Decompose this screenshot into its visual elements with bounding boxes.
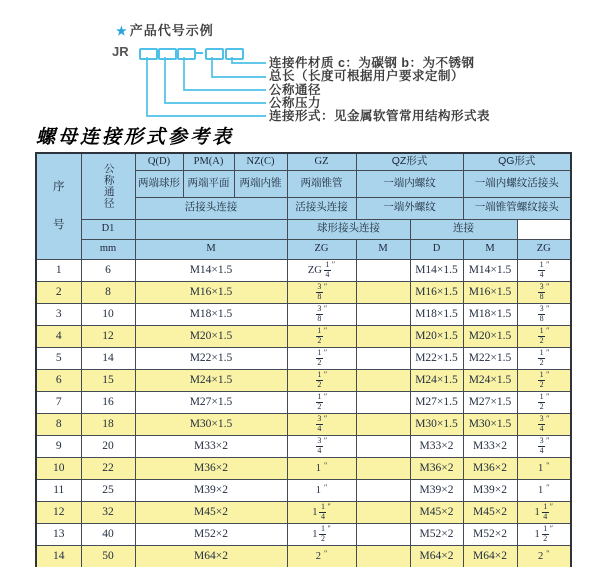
code-prefix-label: JR: [112, 44, 129, 59]
cell-qg-m: M64×2: [463, 545, 517, 567]
cell-qg-zg: $\frac{3}{4}$ ″: [517, 413, 571, 435]
cell-m-thread: M52×2: [135, 523, 287, 545]
code-box: [177, 48, 196, 60]
cell-qz-d: M39×2: [410, 479, 463, 501]
table-row: [36, 347, 571, 369]
table-row: [36, 457, 571, 479]
cell-m-thread: M36×2: [135, 457, 287, 479]
header-qg-m: M: [463, 239, 517, 259]
cell-qg-m: M30×1.5: [463, 413, 517, 435]
cell-qz-m: [356, 281, 410, 303]
cell-dn-mm: 22: [81, 457, 135, 479]
cell-m-thread: M16×1.5: [135, 281, 287, 303]
cell-m-thread: M20×1.5: [135, 325, 287, 347]
cell-m-thread: M45×2: [135, 501, 287, 523]
cell-gz-zg: ZG $\frac{1}{4}$ ″: [287, 259, 356, 281]
header-d1: D1: [81, 219, 135, 239]
cell-dn-mm: 6: [81, 259, 135, 281]
cell-dn-mm: 12: [81, 325, 135, 347]
cell-dn-mm: 20: [81, 435, 135, 457]
cell-gz-zg: 1 ″: [287, 479, 356, 501]
table-row: [36, 303, 571, 325]
cell-m-thread: M14×1.5: [135, 259, 287, 281]
header-qg-zg: ZG: [517, 239, 571, 259]
cell-m-thread: M30×1.5: [135, 413, 287, 435]
header-m: M: [135, 239, 287, 259]
cell-qz-m: [356, 435, 410, 457]
cell-qz-d: M22×1.5: [410, 347, 463, 369]
cell-qg-zg: $\frac{1}{2}$ ″: [517, 369, 571, 391]
cell-qg-m: M27×1.5: [463, 391, 517, 413]
cell-gz-zg: $\frac{1}{2}$ ″: [287, 325, 356, 347]
cell-qz-m: [356, 457, 410, 479]
cell-qz-d: M45×2: [410, 501, 463, 523]
cell-seq: 11: [36, 479, 81, 501]
cell-qg-m: M18×1.5: [463, 303, 517, 325]
cell-gz-zg: 1 $\frac{1}{4}$ ″: [287, 501, 356, 523]
cell-qg-zg: $\frac{1}{2}$ ″: [517, 325, 571, 347]
header-nz-type: 两端内锥: [234, 170, 287, 197]
code-box: [158, 48, 177, 60]
header-pm-code: PM(A): [183, 153, 234, 170]
header-union-conn: 活接头连接: [135, 197, 287, 219]
cell-qg-m: M22×1.5: [463, 347, 517, 369]
header-qg-row2: 一端内螺纹活接头: [463, 170, 571, 197]
cell-qz-m: [356, 369, 410, 391]
cell-qz-m: [356, 303, 410, 325]
cell-dn-mm: 32: [81, 501, 135, 523]
cell-qg-m: M33×2: [463, 435, 517, 457]
cell-seq: 13: [36, 523, 81, 545]
cell-qg-zg: 1 ″: [517, 457, 571, 479]
cell-gz-zg: $\frac{3}{8}$ ″: [287, 303, 356, 325]
cell-seq: 7: [36, 391, 81, 413]
cell-m-thread: M39×2: [135, 479, 287, 501]
cell-gz-zg: $\frac{3}{8}$ ″: [287, 281, 356, 303]
code-box: [225, 48, 244, 60]
cell-m-thread: M22×1.5: [135, 347, 287, 369]
code-label: 连接件材质 c：为碳钢 b：为不锈钢: [269, 56, 475, 70]
cell-dn-mm: 50: [81, 545, 135, 567]
star-icon: ★: [116, 24, 128, 38]
header-qz-conn: 球形接头连接: [287, 219, 410, 239]
cell-dn-mm: 8: [81, 281, 135, 303]
header-seq: 序 号: [36, 153, 81, 259]
code-label: 总长（长度可根据用户要求定制）: [269, 69, 465, 83]
cell-m-thread: M18×1.5: [135, 303, 287, 325]
reference-table: [35, 152, 572, 567]
table-row: [36, 281, 571, 303]
cell-m-thread: M24×1.5: [135, 369, 287, 391]
cell-seq: 8: [36, 413, 81, 435]
cell-qg-m: M36×2: [463, 457, 517, 479]
header-nominal: 公称通径: [81, 153, 135, 219]
cell-qz-d: M20×1.5: [410, 325, 463, 347]
cell-gz-zg: 2 ″: [287, 545, 356, 567]
cell-qg-m: M20×1.5: [463, 325, 517, 347]
cell-qz-d: M64×2: [410, 545, 463, 567]
cell-qg-m: M52×2: [463, 523, 517, 545]
code-label: 公称压力: [269, 96, 322, 110]
header-gz-conn: 活接头连接: [287, 197, 356, 219]
cell-qg-zg: $\frac{3}{8}$ ″: [517, 303, 571, 325]
header-mm: mm: [81, 239, 135, 259]
header-qg-row3: 一端锥管螺纹接头: [463, 197, 571, 219]
cell-gz-zg: 1 $\frac{1}{2}$ ″: [287, 523, 356, 545]
header-q-type: 两端球形: [135, 170, 183, 197]
header-qg-title: QG形式: [463, 153, 571, 170]
cell-dn-mm: 18: [81, 413, 135, 435]
cell-seq: 3: [36, 303, 81, 325]
cell-gz-zg: $\frac{3}{4}$ ″: [287, 413, 356, 435]
cell-dn-mm: 25: [81, 479, 135, 501]
header-nz-code: NZ(C): [234, 153, 287, 170]
product-code-title: 产品代号示例: [129, 23, 214, 38]
header-gz-thread: ZG: [287, 239, 356, 259]
header-qg-conn: 连接: [410, 219, 517, 239]
cell-dn-mm: 10: [81, 303, 135, 325]
table-row: [36, 325, 571, 347]
header-qz-title: QZ形式: [356, 153, 463, 170]
table-row: [36, 369, 571, 391]
table-row: [36, 413, 571, 435]
header-qz-m: M: [356, 239, 410, 259]
cell-seq: 14: [36, 545, 81, 567]
cell-qz-d: M27×1.5: [410, 391, 463, 413]
header-empty: [135, 219, 287, 239]
cell-qg-m: M14×1.5: [463, 259, 517, 281]
cell-qz-m: [356, 391, 410, 413]
cell-dn-mm: 16: [81, 391, 135, 413]
header-gz-code: GZ: [287, 153, 356, 170]
cell-qz-m: [356, 545, 410, 567]
cell-qz-d: M52×2: [410, 523, 463, 545]
cell-qz-d: M24×1.5: [410, 369, 463, 391]
cell-dn-mm: 15: [81, 369, 135, 391]
cell-qz-m: [356, 325, 410, 347]
product-code-heading: [116, 20, 214, 39]
cell-qg-zg: 1 ″: [517, 479, 571, 501]
cell-qz-m: [356, 501, 410, 523]
header-qz-row2: 一端内螺纹: [356, 170, 463, 197]
cell-qg-zg: $\frac{3}{8}$ ″: [517, 281, 571, 303]
table-row: [36, 391, 571, 413]
cell-seq: 10: [36, 457, 81, 479]
cell-qg-zg: 2 ″: [517, 545, 571, 567]
cell-qz-d: M30×1.5: [410, 413, 463, 435]
cell-qz-m: [356, 413, 410, 435]
cell-qz-d: M16×1.5: [410, 281, 463, 303]
header-pm-type: 两端平面: [183, 170, 234, 197]
cell-seq: 9: [36, 435, 81, 457]
cell-qg-zg: $\frac{1}{2}$ ″: [517, 347, 571, 369]
cell-gz-zg: 1 ″: [287, 457, 356, 479]
header-gz-type: 两端锥管: [287, 170, 356, 197]
cell-gz-zg: $\frac{3}{4}$ ″: [287, 435, 356, 457]
code-dash: [196, 52, 203, 54]
table-title: 螺母连接形式参考表: [36, 126, 235, 148]
code-label: 连接形式：见金属软管常用结构形式表: [269, 109, 491, 123]
table-row: [36, 259, 571, 281]
cell-qg-m: M39×2: [463, 479, 517, 501]
header-qz-d: D: [410, 239, 463, 259]
cell-qz-d: M33×2: [410, 435, 463, 457]
cell-qz-d: M18×1.5: [410, 303, 463, 325]
cell-seq: 4: [36, 325, 81, 347]
cell-qg-m: M45×2: [463, 501, 517, 523]
header-q-code: Q(D): [135, 153, 183, 170]
cell-qg-m: M16×1.5: [463, 281, 517, 303]
cell-qz-m: [356, 347, 410, 369]
cell-gz-zg: $\frac{1}{2}$ ″: [287, 391, 356, 413]
cell-m-thread: M27×1.5: [135, 391, 287, 413]
table-body: [36, 259, 571, 567]
table-row: [36, 523, 571, 545]
cell-dn-mm: 40: [81, 523, 135, 545]
header-qz-row3: 一端外螺纹: [356, 197, 463, 219]
cell-m-thread: M33×2: [135, 435, 287, 457]
cell-seq: 1: [36, 259, 81, 281]
cell-qg-zg: 1 $\frac{1}{2}$ ″: [517, 523, 571, 545]
cell-qz-d: M36×2: [410, 457, 463, 479]
cell-qg-m: M24×1.5: [463, 369, 517, 391]
cell-qg-zg: $\frac{1}{4}$ ″: [517, 259, 571, 281]
cell-dn-mm: 14: [81, 347, 135, 369]
cell-gz-zg: $\frac{1}{2}$ ″: [287, 369, 356, 391]
cell-qg-zg: $\frac{3}{4}$ ″: [517, 435, 571, 457]
code-label: 公称通径: [269, 83, 322, 97]
cell-qz-m: [356, 259, 410, 281]
code-box: [139, 48, 158, 60]
cell-seq: 6: [36, 369, 81, 391]
cell-seq: 5: [36, 347, 81, 369]
table-row: [36, 435, 571, 457]
cell-qg-zg: 1 $\frac{1}{4}$ ″: [517, 501, 571, 523]
cell-qz-m: [356, 523, 410, 545]
table-row: [36, 501, 571, 523]
table-row: [36, 479, 571, 501]
code-box: [205, 48, 224, 60]
cell-seq: 2: [36, 281, 81, 303]
cell-qg-zg: $\frac{1}{2}$ ″: [517, 391, 571, 413]
cell-m-thread: M64×2: [135, 545, 287, 567]
table-row: [36, 545, 571, 567]
cell-qz-m: [356, 479, 410, 501]
cell-gz-zg: $\frac{1}{2}$ ″: [287, 347, 356, 369]
cell-seq: 12: [36, 501, 81, 523]
cell-qz-d: M14×1.5: [410, 259, 463, 281]
